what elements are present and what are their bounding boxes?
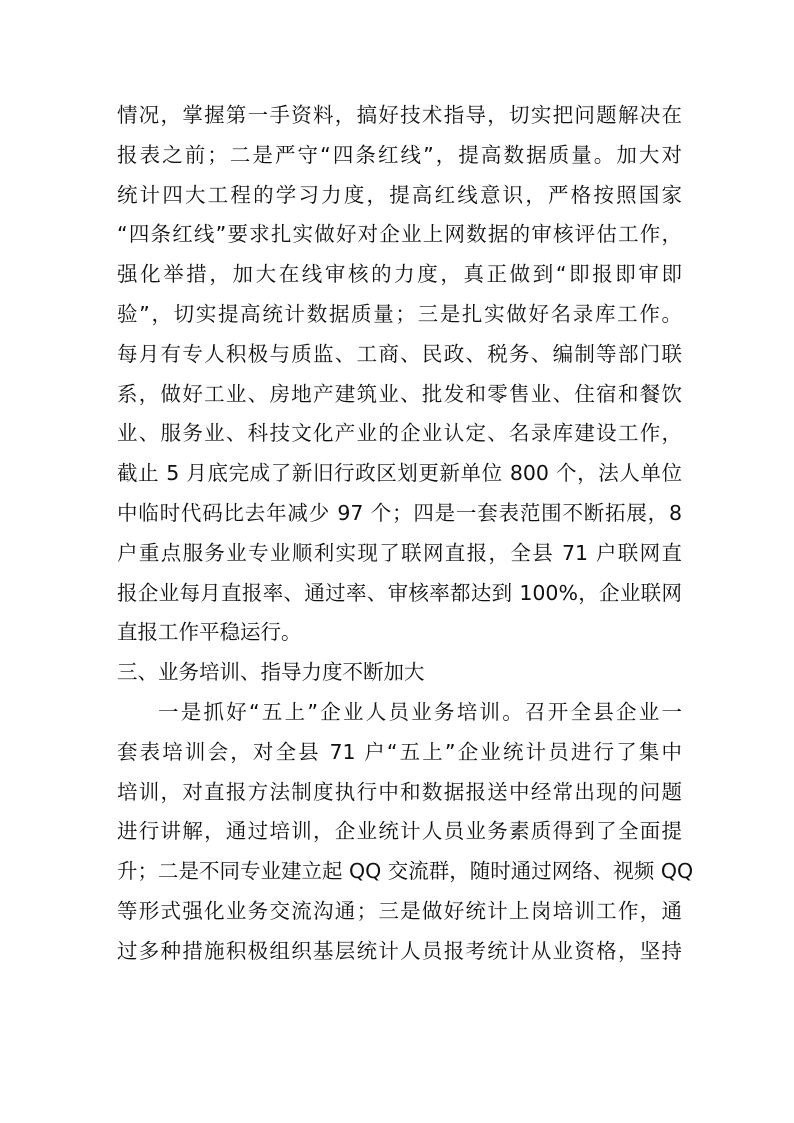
text-line: 户重点服务业专业顺利实现了联网直报，全县 71 户联网直 — [117, 540, 682, 565]
text-line: 验”，切实提高统计数据质量；三是扎实做好名录库工作。 — [117, 301, 682, 326]
text-line: 情况，掌握第一手资料，搞好技术指导，切实把问题解决在 — [117, 103, 682, 127]
text-line: 报企业每月直报率、通过率、审核率都达到 100%，企业联网 — [117, 580, 682, 605]
text-line: “四条红线”要求扎实做好对企业上网数据的审核评估工作， — [117, 222, 682, 247]
text-line: 截止 5 月底完成了新旧行政区划更新单位 800 个，法人单位 — [117, 461, 682, 486]
text-line: 业、服务业、科技文化产业的企业认定、名录库建设工作， — [117, 421, 682, 446]
section-heading: 三、业务培训、指导力度不断加大 — [117, 660, 425, 685]
text-line: 一是抓好“五上”企业人员业务培训。召开全县企业一 — [158, 699, 682, 724]
text-line: 中临时代码比去年减少 97 个；四是一套表范围不断拓展，8 — [117, 500, 682, 525]
body-text — [117, 96, 694, 972]
text-line: 过多种措施积极组织基层统计人员报考统计从业资格，坚持 — [117, 938, 682, 963]
text-line: 升；二是不同专业建立起 QQ 交流群，随时通过网络、视频 QQ — [117, 859, 694, 884]
text-line: 等形式强化业务交流沟通；三是做好统计上岗培训工作，通 — [117, 898, 682, 923]
text-line: 套表培训会，对全县 71 户“五上”企业统计员进行了集中 — [117, 739, 682, 764]
text-line: 报表之前；二是严守“四条红线”，提高数据质量。加大对 — [117, 142, 682, 167]
text-line: 统计四大工程的学习力度，提高红线意识，严格按照国家 — [117, 182, 682, 207]
text-line: 进行讲解，通过培训，企业统计人员业务素质得到了全面提 — [117, 819, 682, 844]
text-line: 系，做好工业、房地产建筑业、批发和零售业、住宿和餐饮 — [117, 381, 682, 406]
text-line: 每月有专人积极与质监、工商、民政、税务、编制等部门联 — [117, 341, 682, 366]
text-line: 直报工作平稳运行。 — [117, 620, 302, 645]
text-line: 培训，对直报方法制度执行中和数据报送中经常出现的问题 — [117, 779, 682, 804]
text-line: 强化举措，加大在线审核的力度，真正做到“即报即审即 — [117, 262, 682, 287]
